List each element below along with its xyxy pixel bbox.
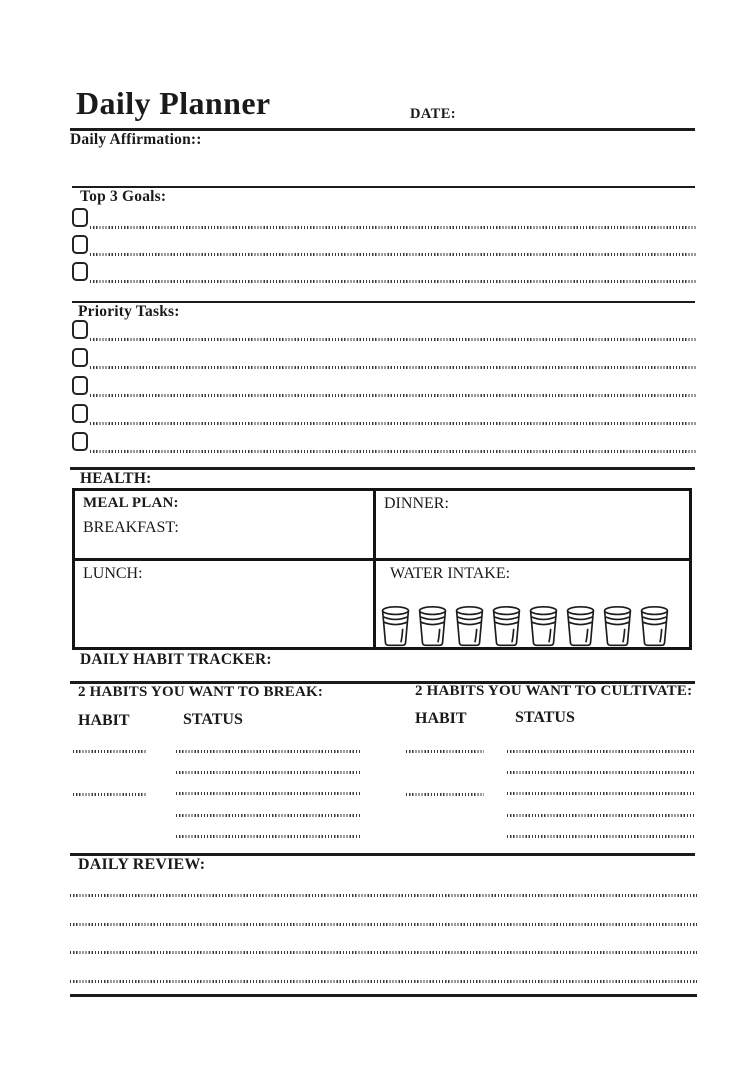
review-lines [70,894,697,983]
task-row [72,348,697,376]
dinner-cell[interactable] [376,491,689,561]
water-glass-icon[interactable] [601,605,634,647]
goal-row [72,262,697,289]
water-glass-icon[interactable] [564,605,597,647]
goal-write-line[interactable] [90,280,697,283]
lunch-label: LUNCH: [83,565,143,582]
goal-write-line[interactable] [90,253,697,256]
water-glass-icon[interactable] [453,605,486,647]
task-checkbox[interactable] [72,404,88,423]
meal-plan-cell[interactable] [75,491,376,561]
break-habit-write-line[interactable] [73,750,146,753]
cultivate-status-write-line[interactable] [507,792,694,795]
break-status-write-line[interactable] [176,835,362,838]
cultivate-habit-column-header: HABIT [415,710,467,727]
review-write-line[interactable] [70,980,697,983]
break-status-write-line[interactable] [176,771,362,774]
page-bottom-divider [70,994,697,997]
cultivate-status-write-line[interactable] [507,814,694,817]
review-write-line[interactable] [70,951,697,954]
task-checkbox[interactable] [72,432,88,451]
task-write-line[interactable] [90,450,697,453]
goal-checkbox[interactable] [72,235,88,254]
water-glass-icon[interactable] [638,605,671,647]
cultivate-habit-write-line[interactable] [406,793,484,796]
cultivate-status-write-line[interactable] [507,771,694,774]
affirmation-write-area[interactable] [70,150,695,184]
affirmation-label: Daily Affirmation:: [70,131,202,148]
meal-plan-table [72,488,692,650]
review-heading: DAILY REVIEW: [78,856,206,873]
date-label: DATE: [410,106,457,122]
health-divider [70,467,695,470]
review-write-line[interactable] [70,923,697,926]
goal-row [72,208,697,235]
goals-list [72,208,697,289]
task-write-line[interactable] [90,366,697,369]
cultivate-status-write-line[interactable] [507,835,694,838]
water-glass-icon[interactable] [379,605,412,647]
lunch-cell[interactable] [75,561,376,647]
task-write-line[interactable] [90,338,697,341]
cultivate-status-write-line[interactable] [507,750,694,753]
cultivate-status-column-header: STATUS [515,709,575,726]
break-habit-write-line[interactable] [73,793,146,796]
task-row [72,432,697,460]
water-glass-row [379,605,685,647]
breakfast-label: BREAKFAST: [83,519,179,536]
water-intake-label: WATER INTAKE: [390,565,511,582]
habit-tracker-heading: DAILY HABIT TRACKER: [80,651,272,668]
break-habit-column-header: HABIT [78,712,130,729]
cultivate-habit-lines [406,750,484,796]
goal-write-line[interactable] [90,226,697,229]
break-status-write-line[interactable] [176,792,362,795]
break-status-write-line[interactable] [176,750,362,753]
water-glass-icon[interactable] [490,605,523,647]
goal-checkbox[interactable] [72,262,88,281]
health-heading: HEALTH: [80,470,152,487]
water-intake-cell [376,561,689,647]
task-checkbox[interactable] [72,348,88,367]
review-write-line[interactable] [70,894,697,897]
break-status-write-line[interactable] [176,814,362,817]
dinner-label: DINNER: [384,495,449,512]
task-write-line[interactable] [90,422,697,425]
goal-row [72,235,697,262]
goal-checkbox[interactable] [72,208,88,227]
break-habit-lines [73,750,146,796]
task-checkbox[interactable] [72,376,88,395]
meal-plan-label: MEAL PLAN: [83,495,179,511]
task-row [72,404,697,432]
habits-cultivate-heading: 2 HABITS YOU WANT TO CULTIVATE: [415,683,693,699]
task-write-line[interactable] [90,394,697,397]
cultivate-status-lines [507,750,694,838]
water-glass-icon[interactable] [416,605,449,647]
tasks-heading: Priority Tasks: [78,303,180,320]
task-row [72,376,697,404]
task-row [72,320,697,348]
habits-break-heading: 2 HABITS YOU WANT TO BREAK: [78,684,324,700]
water-glass-icon[interactable] [527,605,560,647]
goals-heading: Top 3 Goals: [80,188,167,205]
page-title: Daily Planner [76,85,271,121]
break-status-lines [176,750,362,838]
tasks-list [72,320,697,460]
cultivate-habit-write-line[interactable] [406,750,484,753]
task-checkbox[interactable] [72,320,88,339]
break-status-column-header: STATUS [183,711,243,728]
